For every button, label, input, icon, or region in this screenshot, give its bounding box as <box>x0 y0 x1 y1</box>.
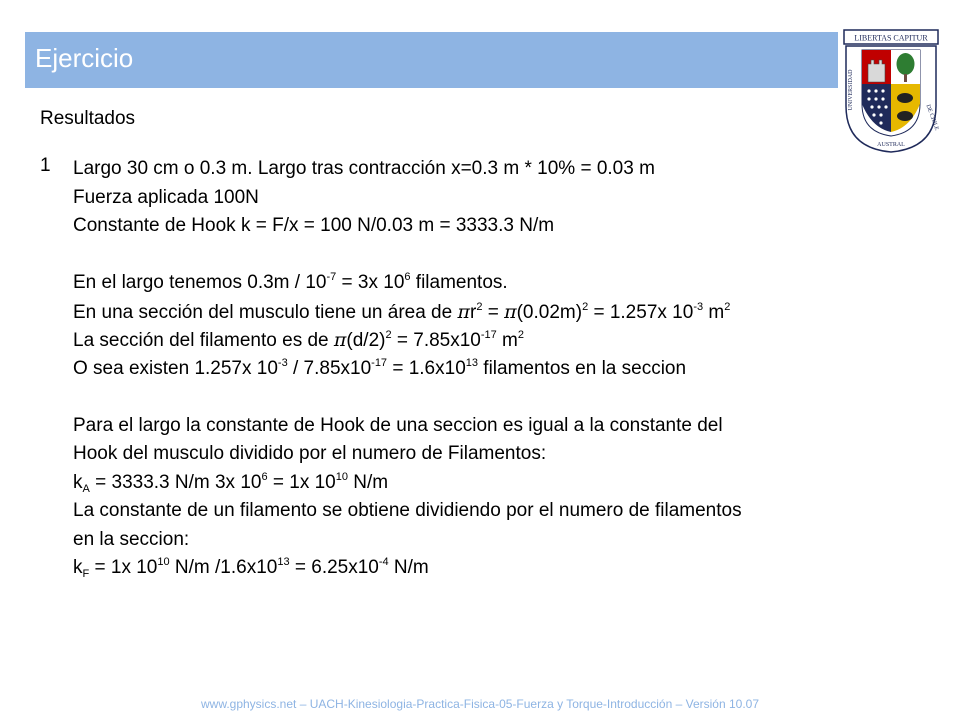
solution-body <box>73 155 843 583</box>
title-bar <box>25 32 838 88</box>
crest-ring-bottom: AUSTRAL <box>877 142 905 148</box>
line-muscle-area: En una sección del musculo tiene un área de $\pi r^2 = \pi(0.02m)^2 = 1.257x$ $10^{-3}$ $m^2$ <box>73 300 731 323</box>
line-force: Fuerza aplicada 100N <box>73 186 259 208</box>
university-crest <box>838 28 944 156</box>
line-k-section: $k_A = 3333.3$ N/m 3x $10^6 = 1x$ $10^{10}$ N/m <box>73 470 389 495</box>
footer-credit: www.gphysics.net – UACH-Kinesiologia-Practica-Fisica-05-Fuerza y Torque-Introducción – Versión 10.07 <box>200 697 760 711</box>
crest-ring-right: DE CHILE <box>924 103 940 132</box>
line-explanation-3: La constante de un filamento se obtiene dividiendo por el numero de filamentos <box>73 500 742 521</box>
line-explanation-4: en la seccion: <box>73 528 190 550</box>
line-filaments-in-section: O sea existen 1.257x $10^{-3} / 7.85x10^{-17} = 1.6x10^{13}$ filamentos en la seccion <box>73 356 687 379</box>
item-number: 1 <box>40 155 51 176</box>
tree-icon <box>897 53 915 75</box>
line-explanation-1: Para el largo la constante de Hook de una seccion es igual a la constante del <box>73 414 723 436</box>
line-explanation-2: Hook del musculo dividido por el numero de Filamentos: <box>73 443 547 464</box>
line-filament-section: La sección del filamento es de $\pi(d/2)^2 = 7.85x10^{-17}$ $m^2$ <box>73 329 525 351</box>
subtitle: Resultados <box>40 108 136 129</box>
line-hook-constant: Constante de Hook k = F/x = 100 N/0.03 m = 3333.3 N/m <box>73 215 555 236</box>
crest-ring-left: UNIVERSIDAD <box>848 69 854 111</box>
cattle-icon <box>897 93 913 103</box>
line-k-filament: $k_F = 1x$ $10^{10}$ N/m $/1.6x10^{13} = 6.25x10^{-4}$ N/m <box>73 556 429 580</box>
cattle-icon-2 <box>897 111 913 121</box>
line-filament-count: En el largo tenemos $0.3m / 10^{-7} = 3x$ $10^6$ filamentos. <box>73 271 508 293</box>
crest-motto: LIBERTAS CAPITUR <box>854 33 928 43</box>
line-length: Largo 30 cm o 0.3 m. Largo tras contracción x=0.3 m * 10% = 0.03 m <box>73 158 655 179</box>
slide-title: Ejercicio <box>35 43 134 73</box>
